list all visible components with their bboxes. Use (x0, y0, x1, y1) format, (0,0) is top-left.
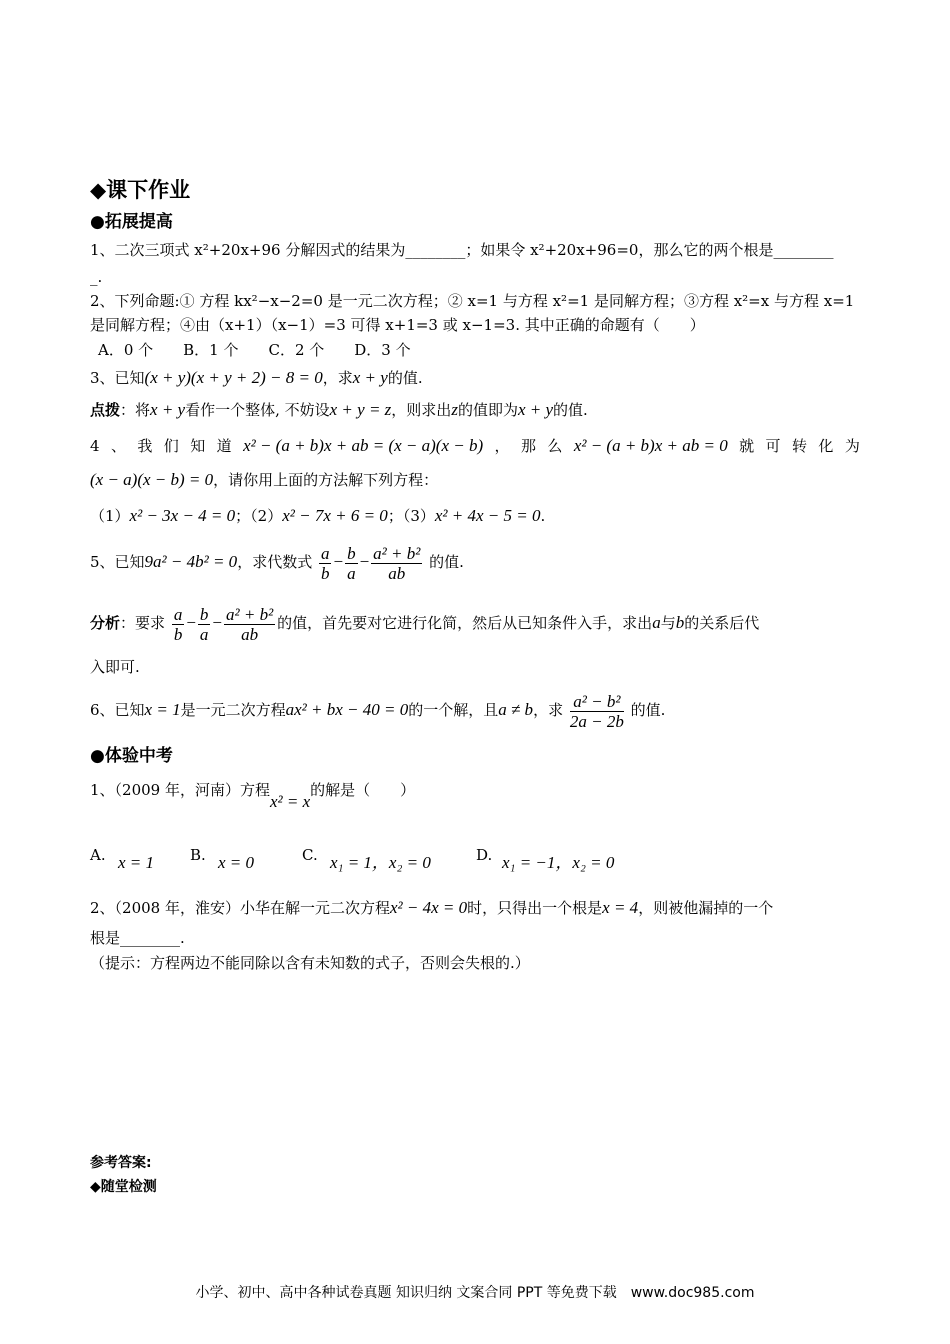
section-heading-homework: ◆课下作业 (90, 178, 191, 202)
q4-line1-token: 、 (110, 437, 126, 455)
analysis-5-line2: 入即可. (90, 658, 140, 676)
q5-suffix: 的值. (429, 553, 464, 571)
q4-line1-token: ， (494, 437, 510, 455)
q4-sub3-label: ；（3） (387, 507, 435, 525)
question-2-line2: 是同解方程；④由（x+1）（x−1）=3 可得 x+1=3 或 x−1=3. 其中正确的命题有（ ） (90, 316, 705, 334)
analysis-fraction-3: $\frac{\text{a² + b²}}{ab}$ (226, 604, 274, 644)
hint-expr-1: x + y (150, 400, 186, 419)
q5-mid: ，求代数式 (237, 553, 313, 571)
page-footer: 小学、初中、高中各种试卷真题 知识归纳 文案合同 PPT 等免费下载 www.doc985.com (195, 1285, 755, 1301)
hint-text-c: ，则求出 (391, 401, 452, 419)
question-4-line1 (90, 436, 860, 456)
q4-line1-token: 知 (190, 437, 206, 455)
q3-target: x + y (352, 368, 388, 387)
q4-sub2-equation: x² − 7x + 6 = 0 (282, 506, 388, 525)
exam-question-2-tip: （提示：方程两边不能同除以含有未知数的式子，否则会失根的.） (90, 954, 530, 972)
e1-option-b: x = 0 (218, 853, 255, 872)
subheading-exam: ●体验中考 (90, 746, 173, 766)
e1-option-c-label: C. (302, 846, 318, 864)
q4-line1-token: 可 (765, 437, 781, 455)
q4-factored-form: (x − a)(x − b) = 0 (90, 470, 214, 489)
hint-expr-4: x + y (517, 400, 554, 419)
q4-end: . (540, 507, 546, 525)
question-6 (90, 688, 665, 732)
hint-expr-2: x + y = z (329, 400, 392, 419)
analysis-label: 分析 (90, 614, 121, 632)
q4-sub2-label: ；（2） (235, 507, 283, 525)
question-1-line1: 1、二次三项式 x²+20x+96 分解因式的结果为________；如果令 x²+20x+96=0，那么它的两个根是________ (90, 241, 834, 259)
e1-option-c: x₁ = 1，x₂ = 0 (330, 853, 431, 872)
e2-root: x = 4 (602, 898, 639, 917)
q4-sub3-equation: x² + 4x − 5 = 0 (434, 506, 541, 525)
q6-text-b: 的一个解，且 (408, 701, 499, 719)
q4-line1-token: x² − (a + b)x + ab = (x − a)(x − b) (243, 436, 484, 455)
q4-sub1-equation: x² − 3x − 4 = 0 (129, 506, 236, 525)
analysis-fraction-1: $\frac{a}{b}$ (173, 604, 183, 644)
question-3 (90, 368, 423, 388)
exam-question-1 (90, 780, 416, 811)
q4-line1-token: x² − (a + b)x + ab = 0 (573, 436, 728, 455)
hint-text-a: ：将 (120, 401, 151, 419)
q4-instruction: ，请你用上面的方法解下列方程： (213, 471, 439, 489)
q5-prefix: 5、已知 (90, 553, 145, 571)
q4-line1-token: 4 (90, 437, 100, 455)
q4-line1-token: 那 (520, 437, 536, 455)
q3-suffix: 的值. (387, 369, 423, 387)
hint-text-b: 看作一个整体, 不妨设 (185, 401, 330, 419)
analysis-5: 分析：要求 $\frac{a}{b}$ − $\frac{b}{a}$ − $\frac{\text{a² + b²}}{ab}$ 的值，首先要对它进行化简，然后从已知条件入手，求出a与b的关系后代 (90, 604, 760, 644)
q4-line1-token: 道 (216, 437, 232, 455)
q6-root: x = 1 (144, 700, 181, 719)
q6-text-a: 是一元二次方程 (180, 701, 286, 719)
hint-3 (90, 400, 588, 420)
analysis-fraction-2: $\frac{b}{a}$ (199, 604, 209, 644)
fraction-sum-over-ab: $\frac{\text{a² + b²}}{ab}$ (373, 543, 421, 583)
q3-mid: ，求 (322, 369, 353, 387)
q4-line1-token: 转 (791, 437, 807, 455)
e1-equation: x² = x (270, 792, 311, 811)
question-2-options: A．0 个 B．1 个 C．2 个 D．3 个 (98, 341, 411, 359)
q6-inequality: a ≠ b (498, 700, 534, 719)
exam-question-2-line2: 根是________. (90, 929, 185, 947)
analysis-text-c: 与 (660, 614, 676, 632)
fraction-a-over-b: $\frac{a}{b}$ (320, 543, 330, 583)
question-5: 5、已知9a² − 4b² = 0，求代数式 $\frac{a}{b}$ − $\frac{b}{a}$ − $\frac{\text{a² + b²}}{ab}$ 的值. (90, 543, 464, 583)
q4-sub1-label: （1） (90, 507, 130, 525)
question-2-line1: 2、下列命题:① 方程 kx²−x−2=0 是一元二次方程；② x=1 与方程 x²=1 是同解方程；③方程 x²=x 与方程 x=1 (90, 292, 855, 310)
subheading-extend: ●拓展提高 (90, 212, 173, 232)
e1-text: 1、（2009 年，河南）方程 (90, 781, 270, 799)
q6-suffix: 的值. (630, 701, 666, 719)
e1-suffix: 的解是（ ） (310, 781, 416, 799)
e1-option-b-label: B. (190, 846, 206, 864)
hint-expr-3: z (451, 400, 458, 419)
e2-text-a: 2、（2008 年，淮安）小华在解一元二次方程 (90, 899, 390, 917)
e1-option-d-label: D. (476, 846, 493, 864)
exam-question-2-line1 (90, 898, 773, 918)
analysis-var-a: a (652, 613, 661, 632)
q6-text-c: ，求 (533, 701, 564, 719)
q6-equation: ax² + bx − 40 = 0 (285, 700, 409, 719)
q4-line1-token: 化 (818, 437, 834, 455)
fraction-b-over-a: $\frac{b}{a}$ (347, 543, 356, 583)
q4-line1-token: 就 (739, 437, 755, 455)
analysis-text-a: ：要求 (120, 614, 166, 632)
hint-text-e: 的值. (553, 401, 588, 419)
hint-label: 点拨 (90, 401, 121, 419)
answers-title: 参考答案: (90, 1155, 152, 1171)
q6-prefix: 6、已知 (90, 701, 145, 719)
q4-line1-token: 么 (547, 437, 563, 455)
q3-equation: (x + y)(x + y + 2) − 8 = 0 (144, 368, 323, 387)
e2-text-b: 时，只得出一个根是 (467, 899, 603, 917)
e1-option-d: x₁ = −1，x₂ = 0 (502, 853, 615, 872)
q4-line1-token: 们 (163, 437, 179, 455)
q3-prefix: 3、已知 (90, 369, 145, 387)
e2-equation: x² − 4x = 0 (390, 898, 468, 917)
analysis-var-b: b (675, 613, 685, 632)
q5-condition: 9a² − 4b² = 0 (144, 552, 238, 571)
question-4-subitems (90, 506, 545, 526)
question-1-line2: _. (90, 268, 103, 286)
answers-section: ◆随堂检测 (90, 1179, 157, 1195)
e1-option-a: x = 1 (118, 853, 155, 872)
hint-text-d: 的值即为 (457, 401, 518, 419)
question-4-line2 (90, 470, 438, 490)
q6-fraction: $\frac{\text{a² − b²}}{2a - 2b}$ (569, 691, 624, 731)
analysis-text-d: 的关系后代 (684, 614, 760, 632)
e2-text-c: ，则被他漏掉的一个 (638, 899, 774, 917)
analysis-text-b: 的值，首先要对它进行化简，然后从已知条件入手，求出 (277, 614, 653, 632)
q4-line1-token: 我 (137, 437, 153, 455)
q4-line1-token: 为 (844, 437, 860, 455)
e1-option-a-label: A. (90, 846, 106, 864)
